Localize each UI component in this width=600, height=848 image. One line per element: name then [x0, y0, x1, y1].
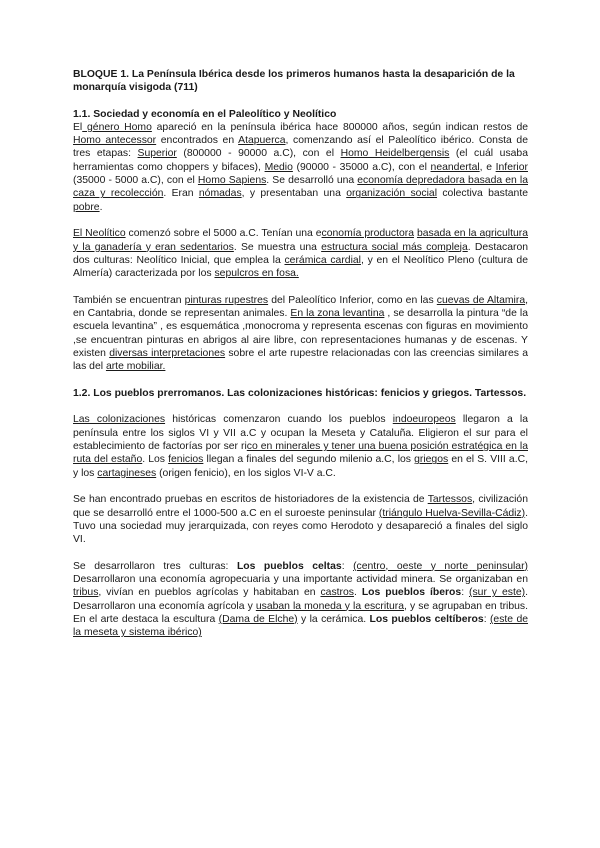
text-run: apareció en la península ibérica hace 800000 años, según indican restos de: [151, 121, 528, 133]
text-run: colectiva bastante: [437, 188, 528, 200]
text-run: .: [353, 587, 362, 599]
underlined-term: organización social: [346, 188, 438, 200]
underlined-term: castros: [320, 587, 354, 599]
text-run: . Tuvo una sociedad muy jerarquizada, con reyes como Herodoto y desapareció a finales del siglo VI.: [73, 507, 528, 546]
text-run: , se desarrolla la pintura “de la escuela levantina” , es esquemática ,monocroma y representa escenas con figuras en movimiento ,se encuentran pinturas en abrigos al aire libre, con representaciones humanas y de escenas. Y existen: [73, 308, 528, 359]
text-run: , comenzando así el Paleolítico ibérico. Consta de tres etapas:: [73, 135, 528, 160]
text-run: Desarrollaron una economía agropecuaria y una importante actividad minera. Se organizaban en: [73, 573, 528, 585]
underlined-term: pinturas rupestres: [184, 294, 269, 306]
underlined-term: neandertal: [430, 161, 480, 173]
text-run: , y presentaban una: [241, 188, 347, 200]
paragraph-culturas: [73, 560, 528, 640]
paragraph-tartessos: [73, 493, 528, 546]
text-run: . Desarrollaron una economía agrícola y: [73, 587, 528, 612]
paragraph-paleolitico: [73, 121, 528, 214]
bold-term: Los pueblos celtas: [236, 560, 342, 572]
text-run: . Eran: [163, 188, 199, 200]
underlined-term: cuevas de Altamira: [436, 294, 526, 306]
text-run: También se encuentran: [73, 294, 185, 306]
underlined-term: Superior: [137, 148, 177, 160]
text-run: , en Cantabria, donde se representan animales.: [73, 294, 528, 320]
text-run: El: [73, 121, 83, 133]
underlined-term: cartagineses: [97, 467, 157, 479]
text-run: , civilización que se desarrolló entre el 1000-500 a.C en el suroeste peninsular: [73, 494, 528, 519]
paragraph-neolitico: [73, 227, 528, 280]
underlined-term: Homo Sapiens: [197, 175, 267, 187]
underlined-term: cerámica cardial: [284, 254, 361, 266]
underlined-term: Homo Heidelbergensis: [340, 148, 450, 160]
text-run: en el S. VIII a.C, y los: [73, 454, 528, 479]
text-run: :: [483, 613, 490, 625]
underlined-term: (triángulo Huelva-Sevilla-Cádiz): [378, 507, 526, 519]
underlined-term: Inferior: [495, 161, 528, 173]
underlined-term: Atapuerca: [238, 135, 286, 147]
text-run: comenzó sobre el 5000 a.C. Tenían una e: [125, 228, 322, 240]
text-run: del Paleolítico Inferior, como en las: [268, 294, 437, 306]
underlined-term: sepulcros en fosa.: [214, 268, 299, 280]
underlined-term: (Dama de Elche): [218, 613, 298, 625]
underlined-term: diversas interpretaciones: [109, 347, 226, 359]
section-heading-1-1: 1.1. Sociedad y economía en el Paleolítico y Neolítico: [73, 108, 337, 120]
underlined-term: estructura social más compleja: [321, 241, 468, 253]
underlined-term: basada en la agricultura y la ganadería y eran sedentarios: [73, 228, 528, 253]
section-heading-1-2: 1.2. Los pueblos prerromanos. Las colonizaciones históricas: fenicios y griegos. Tartessos.: [73, 387, 527, 399]
text-run: y la cerámica.: [297, 613, 370, 625]
underlined-term: (centro, oeste y norte peninsular): [353, 560, 529, 572]
text-run: llegan a finales del segundo milenio a.C, los: [203, 454, 415, 466]
underlined-term: Las colonizaciones: [73, 414, 166, 426]
text-run: . Destacaron dos culturas: Neolítico Inicial, que emplea la: [73, 241, 528, 266]
underlined-term: Medio: [264, 161, 293, 173]
underlined-term: nómadas: [198, 188, 242, 200]
text-run: Se desarrollaron tres culturas:: [73, 560, 237, 572]
paragraph-gap: [73, 400, 528, 413]
text-run: , e: [479, 161, 496, 173]
paragraph-gap: [73, 280, 528, 293]
paragraph-gap: [73, 480, 528, 493]
text-run: . Se desarrolló una: [266, 175, 358, 187]
text-run: . Los: [142, 454, 169, 466]
document-title: BLOQUE 1. La Península Ibérica desde los primeros humanos hasta la desaparición de la monarquía visigoda (711): [73, 69, 515, 94]
text-run: históricas comenzaron cuando los pueblos: [165, 414, 393, 426]
underlined-term: género Homo: [82, 121, 152, 133]
underlined-term: conomía productora: [321, 228, 415, 240]
underlined-term: (sur y este): [469, 587, 526, 599]
underlined-term: indoeuropeos: [392, 414, 456, 426]
paragraph-pinturas-rupestres: [73, 294, 528, 374]
text-run: , vivían en pueblos agrícolas y habitaban en: [98, 587, 321, 599]
text-run: sobre el arte rupestre relacionadas con las creencias similares a las del: [73, 347, 528, 373]
bold-term: Los pueblos íberos: [361, 587, 462, 599]
text-run: (800000 - 90000 a.C), con el: [176, 148, 341, 160]
text-run: (el cuál usaba herramientas como choppers y bifaces),: [73, 148, 528, 173]
underlined-term: fenicios: [168, 454, 204, 466]
underlined-term: usaban la moneda y la escritura: [255, 600, 405, 612]
underlined-term: Tartessos: [427, 494, 473, 506]
underlined-term: tribus: [73, 587, 99, 599]
document-page: [73, 68, 528, 639]
text-run: encontrados en: [156, 135, 239, 147]
underlined-term: pobre: [73, 201, 100, 213]
underlined-term: (este de la meseta y sistema ibérico): [73, 613, 529, 639]
underlined-term: co en minerales y tener una buena posición estratégica en la ruta del estaño: [73, 441, 528, 466]
underlined-term: arte mobiliar.: [105, 361, 166, 373]
underlined-term: economía depredadora basada en la caza y recolección: [73, 175, 528, 200]
text-run: (origen fenicio), en los siglos VI-V a.C.: [156, 467, 336, 479]
text-run: . Se muestra una: [233, 241, 322, 253]
text-run: (35000 - 5000 a.C), con el: [73, 175, 198, 187]
paragraph-gap: [73, 214, 528, 227]
text-run: , y se agrupaban en tribus. En el arte destaca la escultura: [73, 600, 528, 625]
paragraph-colonizaciones: [73, 413, 528, 479]
paragraph-gap: [73, 374, 528, 387]
underlined-term: griegos: [414, 454, 449, 466]
bold-term: Los pueblos celtíberos: [369, 613, 484, 625]
underlined-term: Homo antecessor: [73, 135, 157, 147]
text-run: (90000 - 35000 a.C), con el: [292, 161, 431, 173]
underlined-term: El Neolítico: [73, 228, 126, 240]
paragraph-gap: [73, 546, 528, 559]
text-run: Se han encontrado pruebas en escritos de historiadores de la existencia de: [73, 494, 428, 506]
underlined-term: En la zona levantina: [290, 308, 385, 320]
text-run: .: [99, 201, 103, 213]
text-run: :: [341, 560, 354, 572]
text-run: , y en el Neolítico Pleno (cultura de Almería) caracterizada por los: [73, 254, 528, 280]
text-run: llegaron a la península entre los siglos VI y VII a.C y ocupan la Meseta y Cataluña. Eligieron el sur para el establecimiento de factorías por ser ri: [73, 414, 528, 453]
text-run: :: [461, 587, 470, 599]
